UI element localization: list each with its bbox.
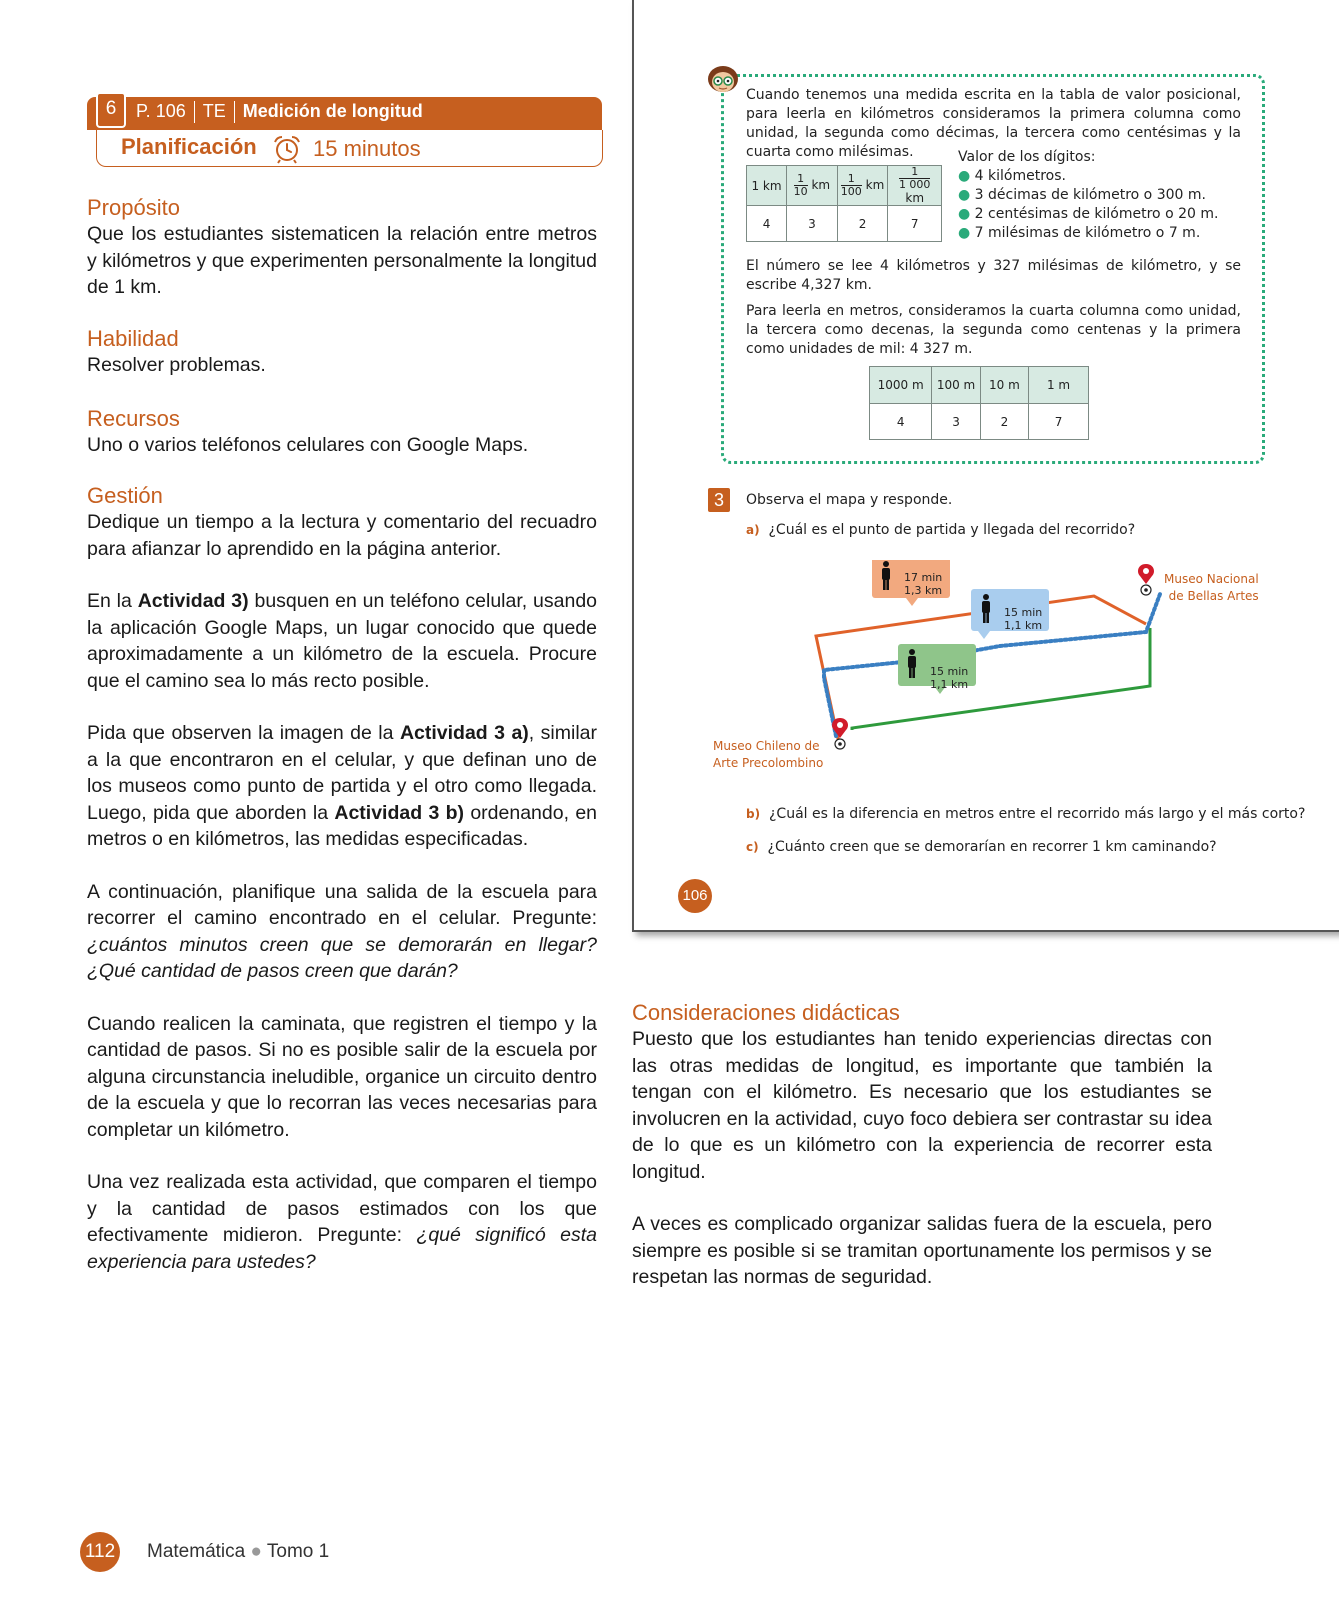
activity-number: 3 xyxy=(708,488,730,512)
consideraciones-section xyxy=(632,1000,1212,1291)
page-ref: P. 106 xyxy=(136,101,186,121)
gestion-p6: Una vez realizada esta actividad, que comparen el tiempo y la cantidad de pasos estimados con los que efectivamente midieron. Pregunte: ¿qué significó esta experiencia para ustedes? xyxy=(87,1171,597,1273)
planning-label: Planificación xyxy=(121,134,257,159)
consideraciones-p2: A veces es complicado organizar salidas fuera de la escuela, pero siempre es posible si se tramitan oportunamente los permisos y se respetan las normas de seguridad. xyxy=(632,1213,1212,1288)
habilidad-section xyxy=(87,326,597,379)
km-cell: 7 xyxy=(888,206,942,242)
proposito-text: Que los estudiantes sistematicen la relación entre metros y kilómetros y que experimenten personalmente la longitud de 1 km. xyxy=(87,223,597,298)
route-orange-label: 17 min 1,3 km xyxy=(904,571,943,597)
consideraciones-heading: Consideraciones didácticas xyxy=(632,1000,900,1025)
digit-values xyxy=(958,148,1248,243)
m-place-value-table xyxy=(869,366,1089,440)
route-blue-label: 15 min 1,1 km xyxy=(1004,606,1043,632)
footer-text: Matemática ● Tomo 1 xyxy=(147,1541,330,1562)
m-header: 10 m xyxy=(980,367,1028,404)
route-green-line xyxy=(852,628,1150,730)
student-page-number: 106 xyxy=(678,879,712,913)
question-b: b) ¿Cuál es la diferencia en metros entre el recorrido más largo y el más corto? xyxy=(746,806,1306,822)
proposito-section xyxy=(87,195,597,301)
gestion-p5: Cuando realicen la caminata, que registren el tiempo y la cantidad de pasos. Si no es posible salir de la escuela por alguna circunstancia ineludible, organice un circuito dentro de la escuela y que lo recorran las veces necesarias para completar un kilómetro. xyxy=(87,1012,597,1141)
digit-item: ● 2 centésimas de kilómetro o 20 m. xyxy=(958,206,1219,222)
km-cell: 4 xyxy=(747,206,787,242)
alarm-clock-icon xyxy=(272,134,302,164)
planning-duration: 15 minutos xyxy=(313,136,421,161)
m-cell: 4 xyxy=(870,404,932,440)
recursos-heading: Recursos xyxy=(87,406,180,431)
question-c: c) ¿Cuánto creen que se demorarían en recorrer 1 km caminando? xyxy=(746,839,1217,855)
km-col-thousandths: $\frac{1}{1 000}$ km xyxy=(888,166,942,206)
km-col-unit: 1 km xyxy=(747,166,787,206)
digit-values-title: Valor de los dígitos: xyxy=(958,149,1096,165)
read-m-text: Para leerla en metros, consideramos la cuarta columna como unidad, la tercera como decenas, la segunda como centenas y la primera como unidades de mil: 4 327 m. xyxy=(746,303,1241,357)
museum-start-label: Museo Chileno de Arte Precolombino xyxy=(713,739,824,770)
read-km-text: El número se lee 4 kilómetros y 327 milésimas de kilómetro, y se escribe 4,327 km. xyxy=(746,258,1241,293)
gestion-heading: Gestión xyxy=(87,483,163,508)
activity-title: Observa el mapa y responde. xyxy=(746,492,953,508)
page-number: 112 xyxy=(80,1532,120,1572)
recursos-text: Uno o varios teléfonos celulares con Google Maps. xyxy=(87,434,529,456)
gestion-p2: En la Actividad 3) busquen en un teléfono celular, usando la aplicación Google Maps, un lugar conocido que quede aproximadamente a un kilómetro de la escuela. Procure que el camino sea lo más recto posible. xyxy=(87,590,598,692)
digit-item: ● 7 milésimas de kilómetro o 7 m. xyxy=(958,225,1201,241)
route-green-label: 15 min 1,1 km xyxy=(930,665,969,691)
digit-item: ● 3 décimas de kilómetro o 300 m. xyxy=(958,187,1206,203)
student-face-icon xyxy=(704,62,742,94)
book-ref: TE xyxy=(202,101,226,121)
habilidad-text: Resolver problemas. xyxy=(87,354,266,376)
m-cell: 7 xyxy=(1029,404,1089,440)
km-cell: 2 xyxy=(837,206,888,242)
header-text xyxy=(136,101,423,123)
gestion-section xyxy=(87,483,597,1275)
m-cell: 3 xyxy=(932,404,980,440)
digit-item: ● 4 kilómetros. xyxy=(958,168,1066,184)
km-col-tenths: $\frac{1}{10}$ km xyxy=(787,166,838,206)
km-col-hundredths: $\frac{1}{100}$ km xyxy=(837,166,888,206)
topic-title: Medición de longitud xyxy=(242,101,423,121)
m-cell: 2 xyxy=(980,404,1028,440)
proposito-heading: Propósito xyxy=(87,195,180,220)
gestion-p4: A continuación, planifique una salida de la escuela para recorrer el camino encontrado en el celular. Pregunte: ¿cuántos minutos creen que se demorarán en llegar? ¿Qué cantidad de pasos creen que darán? xyxy=(87,880,597,982)
m-header: 1 m xyxy=(1029,367,1089,404)
km-cell: 3 xyxy=(787,206,838,242)
m-header: 1000 m xyxy=(870,367,932,404)
habilidad-heading: Habilidad xyxy=(87,326,179,351)
question-a: a) ¿Cuál es el punto de partida y llegada del recorrido? xyxy=(746,522,1136,538)
museum-end-label: Museo Nacional de Bellas Artes xyxy=(1164,572,1259,603)
lesson-number: 6 xyxy=(96,92,126,128)
gestion-p3: Pida que observen la imagen de la Actividad 3 a), similar a la que encontraron en el celular, y que definan uno de los museos como punto de partida y el otro como llegada. Luego, pida que aborden la Actividad 3 b) ordenando, en metros o en kilómetros, las medidas especificadas. xyxy=(87,722,598,850)
end-location-pin xyxy=(1138,564,1154,595)
gestion-p1: Dedique un tiempo a la lectura y comentario del recuadro para afianzar lo aprendido en la página anterior. xyxy=(87,511,597,560)
recursos-section xyxy=(87,406,597,459)
m-header: 100 m xyxy=(932,367,980,404)
info-intro: Cuando tenemos una medida escrita en la tabla de valor posicional, para leerla en kilómetros consideramos la primera columna como unidad, la segunda como décimas, la tercera como centésimas y la cuarta como milésimas. xyxy=(746,87,1241,160)
consideraciones-p1: Puesto que los estudiantes han tenido experiencias directas con las otras medidas de longitud, es importante que también la tengan con el kilómetro. Es necesario que los estudiantes se involucren en la actividad, cuyo foco debiera ser contrastar su idea de lo que es un kilómetro con la experiencia de recorrer esta longitud. xyxy=(632,1028,1212,1183)
km-place-value-table xyxy=(746,165,942,242)
